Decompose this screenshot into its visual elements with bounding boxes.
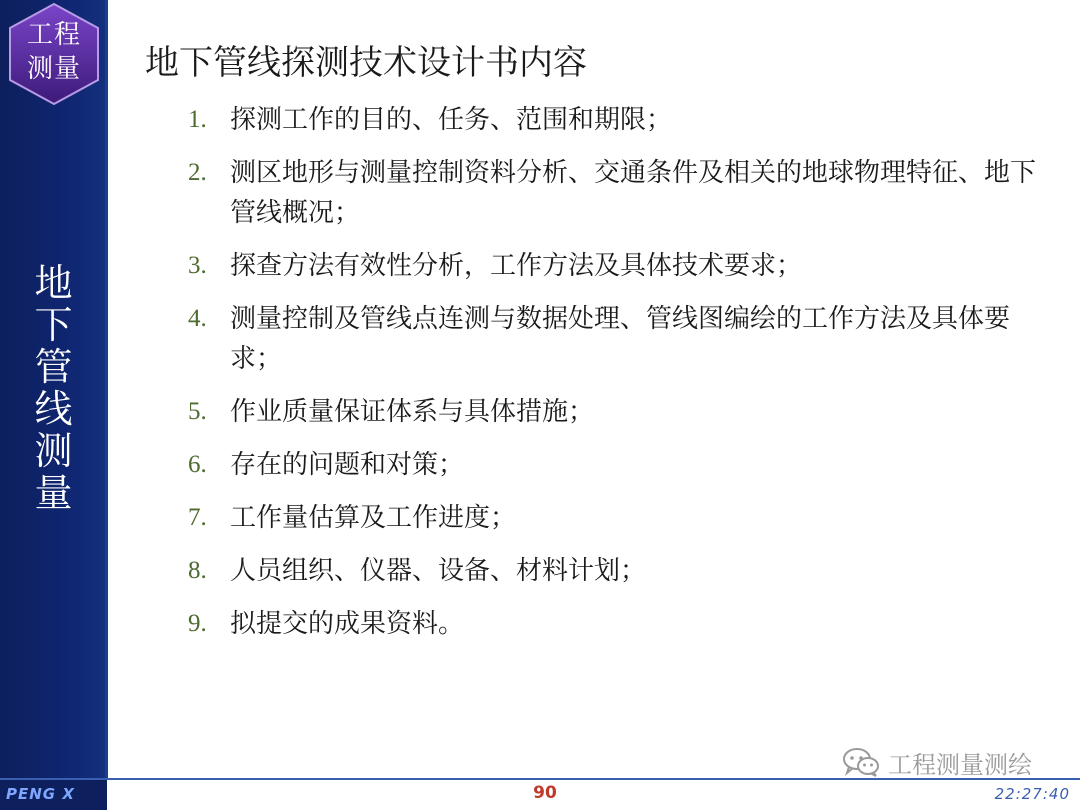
watermark-text: 工程测量测绘 [888, 750, 1032, 779]
vertical-char: 测 [34, 429, 73, 473]
item-text: 工作量估算及工作进度； [230, 503, 517, 533]
page-number: 90 [533, 783, 557, 803]
vertical-char: 线 [34, 387, 73, 431]
list-item [188, 100, 1058, 140]
list-item [188, 604, 1058, 644]
item-number: 6. [188, 451, 207, 478]
list-item [188, 299, 1058, 379]
item-number: 1. [188, 106, 207, 133]
item-text: 探查方法有效性分析，工作方法及具体技术要求； [230, 251, 803, 281]
item-text: 拟提交的成果资料。 [230, 609, 465, 639]
vertical-char: 下 [34, 303, 73, 347]
vertical-char: 量 [34, 471, 73, 515]
vertical-char: 地 [34, 261, 73, 305]
item-number: 7. [188, 504, 207, 531]
item-text: 人员组织、仪器、设备、材料计划； [230, 556, 647, 586]
item-text: 存在的问题和对策； [230, 450, 465, 480]
wechat-icon [842, 747, 880, 777]
item-text: 作业质量保证体系与具体措施； [230, 397, 595, 427]
watermark [842, 744, 1032, 780]
list-item [188, 246, 1058, 286]
item-text: 测量控制及管线点连测与数据处理、管线图编绘的工作方法及具体要求； [230, 304, 1011, 374]
list-item [188, 498, 1058, 538]
footer-divider [0, 778, 1080, 780]
item-number: 5. [188, 398, 207, 425]
badge-label [6, 18, 102, 86]
list-item [188, 392, 1058, 432]
item-number: 4. [188, 305, 207, 332]
item-text: 探测工作的目的、任务、范围和期限； [230, 105, 673, 135]
item-number: 8. [188, 557, 207, 584]
item-number: 3. [188, 252, 207, 279]
item-number: 9. [188, 610, 207, 637]
badge-line-2: 测量 [26, 54, 81, 84]
list-item [188, 445, 1058, 485]
slide-title: 地下管线探测技术设计书内容 [145, 43, 587, 83]
badge-line-1: 工程 [26, 20, 81, 50]
vertical-char: 管 [34, 345, 73, 389]
list-item [188, 551, 1058, 591]
list-item [188, 153, 1058, 233]
vertical-course-title [0, 262, 107, 514]
clock-time: 22:27:40 [994, 785, 1070, 803]
item-text: 测区地形与测量控制资料分析、交通条件及相关的地球物理特征、地下管线概况； [230, 158, 1037, 228]
author-label: PENG X [6, 785, 75, 803]
content-list [188, 100, 1058, 657]
item-number: 2. [188, 159, 207, 186]
